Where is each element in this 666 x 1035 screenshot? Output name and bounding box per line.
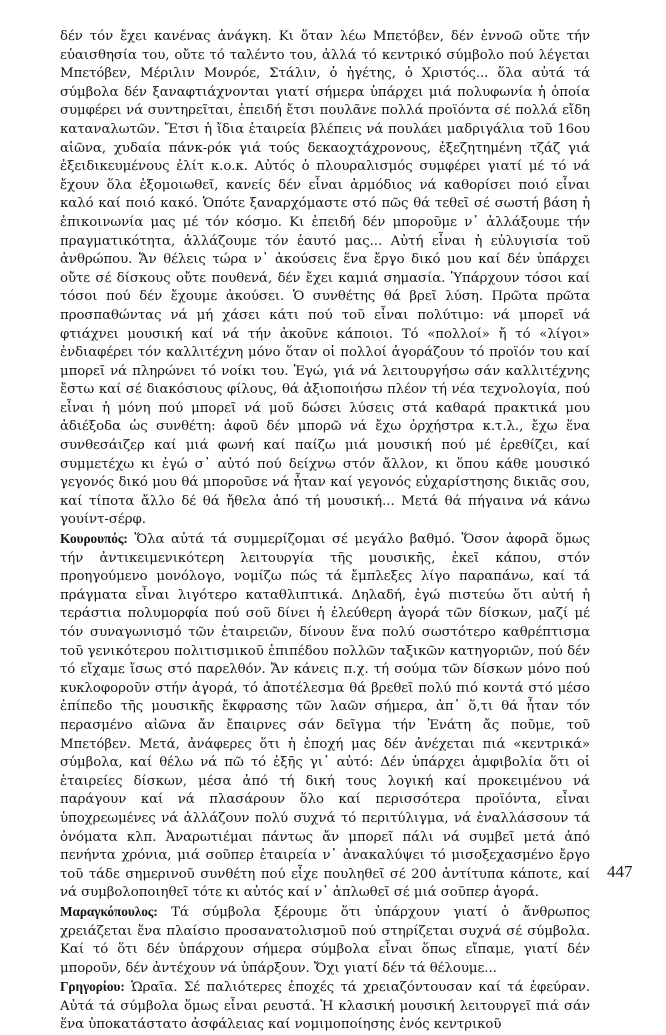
paragraph-text: Ὡραῖα. Σέ παλιότερες ἐποχές τά χρειαζόντουσαν καί τά ἐφεύραν. Αὐτά τά σύμβολα ὅμως εἶναι ρευστά. Ἡ κλασική μουσική λειτουργεῖ πιά σάν ἕνα ὑποκατάστατο ἀσφάλειας καί νομιμοποίησης ἑνός κεντρικοῦ xyxy=(60,980,590,1033)
paragraph-text: Ὅλα αὐτά τά συμμερίζομαι σέ μεγάλο βαθμό. Ὅσον ἀφορᾶ ὅμως τήν ἀντικειμενικότερη λειτουργία τῆς μουσικῆς, ἐκεῖ κάπου, στόν προηγούμενο μονόλογο, νομίζω πώς τά ἔμπλεξες λίγο παραπάνω, καί τά πράγματα εἶναι λιγότερο καταθλιπτικά. Δηλαδή, ἐγώ πιστεύω ὅτι αὐτή ἡ τεράστια πολυμορφία πού σοῦ δίνει ἡ ἐλεύθερη ἀγορά τῶν δίσκων, μαζί μέ τόν συναγωνισμό τῶν ἑταιρειῶν, δίνουν ἕνα πολύ σωστότερο καθρέπτισμα τοῦ γενικότερου πολιτισμικοῦ ἐπιπέδου πολλῶν ταξικῶν κατηγοριῶν, πού δέν τό εἴχαμε ἴσως στό παρελθόν. Ἄν κάνεις π.χ. τή σούμα τῶν δίσκων μόνο πού κυκλοφοροῦν στήν ἀγορά, τό ἀποτέλεσμα θά βρεθεῖ πολύ πιό κοντά στό μέσο ἐπίπεδο τῆς μουσικῆς ἔκφρασης τῶν λαῶν σήμερα, ἀπ᾿ ὅ,τι θά ἦταν τόν περασμένο αἰῶνα ἄν ἔπαιρνες σάν δεῖγμα τήν Ἐνάτη ἄς ποῦμε, τοῦ Μπετόβεν. Μετά, ἀνάφερες ὅτι ἡ ἐποχή μας δέν ἀνέχεται πιά «κεντρικά» σύμβολα, καί θέλω νά πῶ τό ἑξῆς γι᾿ αὐτό: Δέν ὑπάρχει ἀμφιβολία ὅτι οἱ ἑταιρείες δίσκων, μέσα ἀπό τή δική τους λογική καί προκειμένου νά παράγουν καί νά πλασάρουν ὅλο καί περισσότερα προϊόντα, εἶναι ὑποχρεωμένες νά ἀλλάζουν πολύ συχνά τό περιτύλιγμα, νά ἐναλλάσσουν τά ὀνόματα κλπ. Ἀναρωτιέμαι πάντως ἄν μπορεῖ πάλι νά συμβεῖ μετά ἀπό πενήντα χρόνια, μιά σοῦπερ ἑταιρεία ν᾿ ἀνακαλύψει τό μισοξεχασμένο ἔργο τοῦ τάδε σημερινοῦ συνθέτη πού εἶχε πουληθεῖ σέ 200 ἀντίτυπα κάποτε, καί νά συμβολοποιηθεῖ τότε κι αὐτός καί ν᾿ ἁπλωθεῖ σέ μιά σοῦπερ ἀγορά. xyxy=(60,532,590,901)
speaker-name: Γρηγορίου: xyxy=(60,979,125,995)
paragraph-opening xyxy=(60,28,590,530)
book-page-text xyxy=(60,28,590,1035)
paragraph-text: δέν τόν ἔχει κανένας ἀνάγκη. Κι ὅταν λέω Μπετόβεν, δέν ἐννοῶ οὔτε τήν εὐαισθησία του, οὔτε τό ταλέντο του, ἀλλά τό κεντρικό σύμβολο πού λέγεται Μπετόβεν, Μέριλιν Μονρόε, Στάλιν, ὁ ἡγέτης, ὁ Χριστός... ὅλα αὐτά τά σύμβολα δέν ξαναφτιάχνονται γιατί σήμερα ὑπάρχει μιά πολυφωνία ἡ ὁποία συμφέρει νά συντηρεῖται, ἐπειδή ἔτσι πουλᾶνε πολλά προϊόντα σέ πολλά εἴδη καταναλωτῶν. Ἔτσι ἡ ἴδια ἑταιρεία βλέπεις νά πουλάει μαδριγάλια τοῦ 16ου αἰῶνα, χυδαία πάνκ-ρόκ γιά τούς δεκαοχτάχρονους, ἐξεζητημένη τζάζ γιά ἐξειδικευμένους ἐλίτ κ.ο.κ. Αὐτός ὁ πλουραλισμός συμφέρει γιατί μέ τό νά ἔχουν ὅλα ἐξομοιωθεῖ, κανείς δέν εἶναι ἁρμόδιος νά καθορίσει ποιό εἶναι καλό καί ποιό κακό. Ὁπότε ξαναρχόμαστε στό πῶς θά τεθεῖ σέ σωστή βάση ἡ ἐπικοινωνία μας μέ τόν κόσμο. Κι ἐπειδή δέν μποροῦμε ν᾿ ἀλλάξουμε τήν πραγματικότητα, ἀλλάζουμε τόν ἑαυτό μας... Αὐτή εἶναι ἡ εὐλυγισία τοῦ ἀνθρώπου. Ἄν θέλεις τώρα ν᾿ ἀκούσεις ἕνα ἔργο δικό μου καί δέν ὑπάρχει οὔτε σέ δίσκους οὔτε πουθενά, δέν ἔχει καμιά σημασία. Ὑπάρχουν τόσοι καί τόσοι πού δέν ἔχουμε ἀκούσει. Ὁ συνθέτης θά βρεῖ λύση. Πρῶτα πρῶτα προσπαθώντας νά μή χάσει κάτι πού τοῦ εἶναι πολύτιμο: νά μπορεῖ νά φτιάχνει μουσική καί νά τήν ἀκοῦνε κάποιοι. Τό «πολλοί» ἤ τό «λίγοι» ἐνδιαφέρει τόν καλλιτέχνη μόνο ὅταν οἱ πολλοί ἀγοράζουν τό προϊόν του καί μπορεῖ νά πληρώνει τό νοίκι του. Ἐγώ, γιά νά λειτουργήσω σάν καλλιτέχνης ἔστω καί σέ διακόσιους φίλους, θά ἀξιοποιήσω πλέον τή νέα τεχνολογία, πού εἶναι ἡ μόνη πού μπορεῖ νά μοῦ δώσει λύσεις στά καθαρά πρακτικά μου ἀδιέξοδα ὡς συνθέτη: ἀφοῦ δέν μπορῶ νά ἔχω ὀρχήστρα κ.τ.λ., ἔχω ἕνα συνθεσάιζερ καί μιά φωνή καί παίζω μιά μουσική πού μέ ἐρεθίζει, καί συμμετέχω κι ἐγώ σ᾿ αὐτό πού δείχνω στόν ἄλλον, κι ὅπου κάθε μουσικό γεγονός δικό μου θά μποροῦσε νά ἦταν καί γεγονός εὐχαρίστησης δικιᾶς σου, καί τίποτα ἄλλο δέ θά ἤθελα ἀπό τή μουσική... Μετά θά πήγαινα νά κάνω γουίντ-σέρφ. xyxy=(60,29,590,528)
speaker-name: Μαραγκόπουλος: xyxy=(60,903,158,919)
page-number: 447 xyxy=(607,862,633,881)
paragraph-text: Τά σύμβολα ξέρουμε ὅτι ὑπάρχουν γιατί ὁ ἄνθρωπος χρειάζεται ἕνα πλαίσιο προσανατολισμοῦ πού στηρίζεται συχνά σέ σύμβολα. Καί τό ὅτι δέν ὑπάρχουν σήμερα σύμβολα εἶναι ὅπως εἴπαμε, γιατί δέν μποροῦν, δέν ἀντέχουν νά ὑπάρξουν. Ὄχι γιατί δέν τά θέλουμε... xyxy=(60,904,590,976)
paragraph-marangopoulos xyxy=(60,903,590,978)
paragraph-kouroupos xyxy=(60,530,590,903)
paragraph-grigoriou xyxy=(60,978,590,1035)
speaker-name: Κουρουπός: xyxy=(60,531,128,547)
